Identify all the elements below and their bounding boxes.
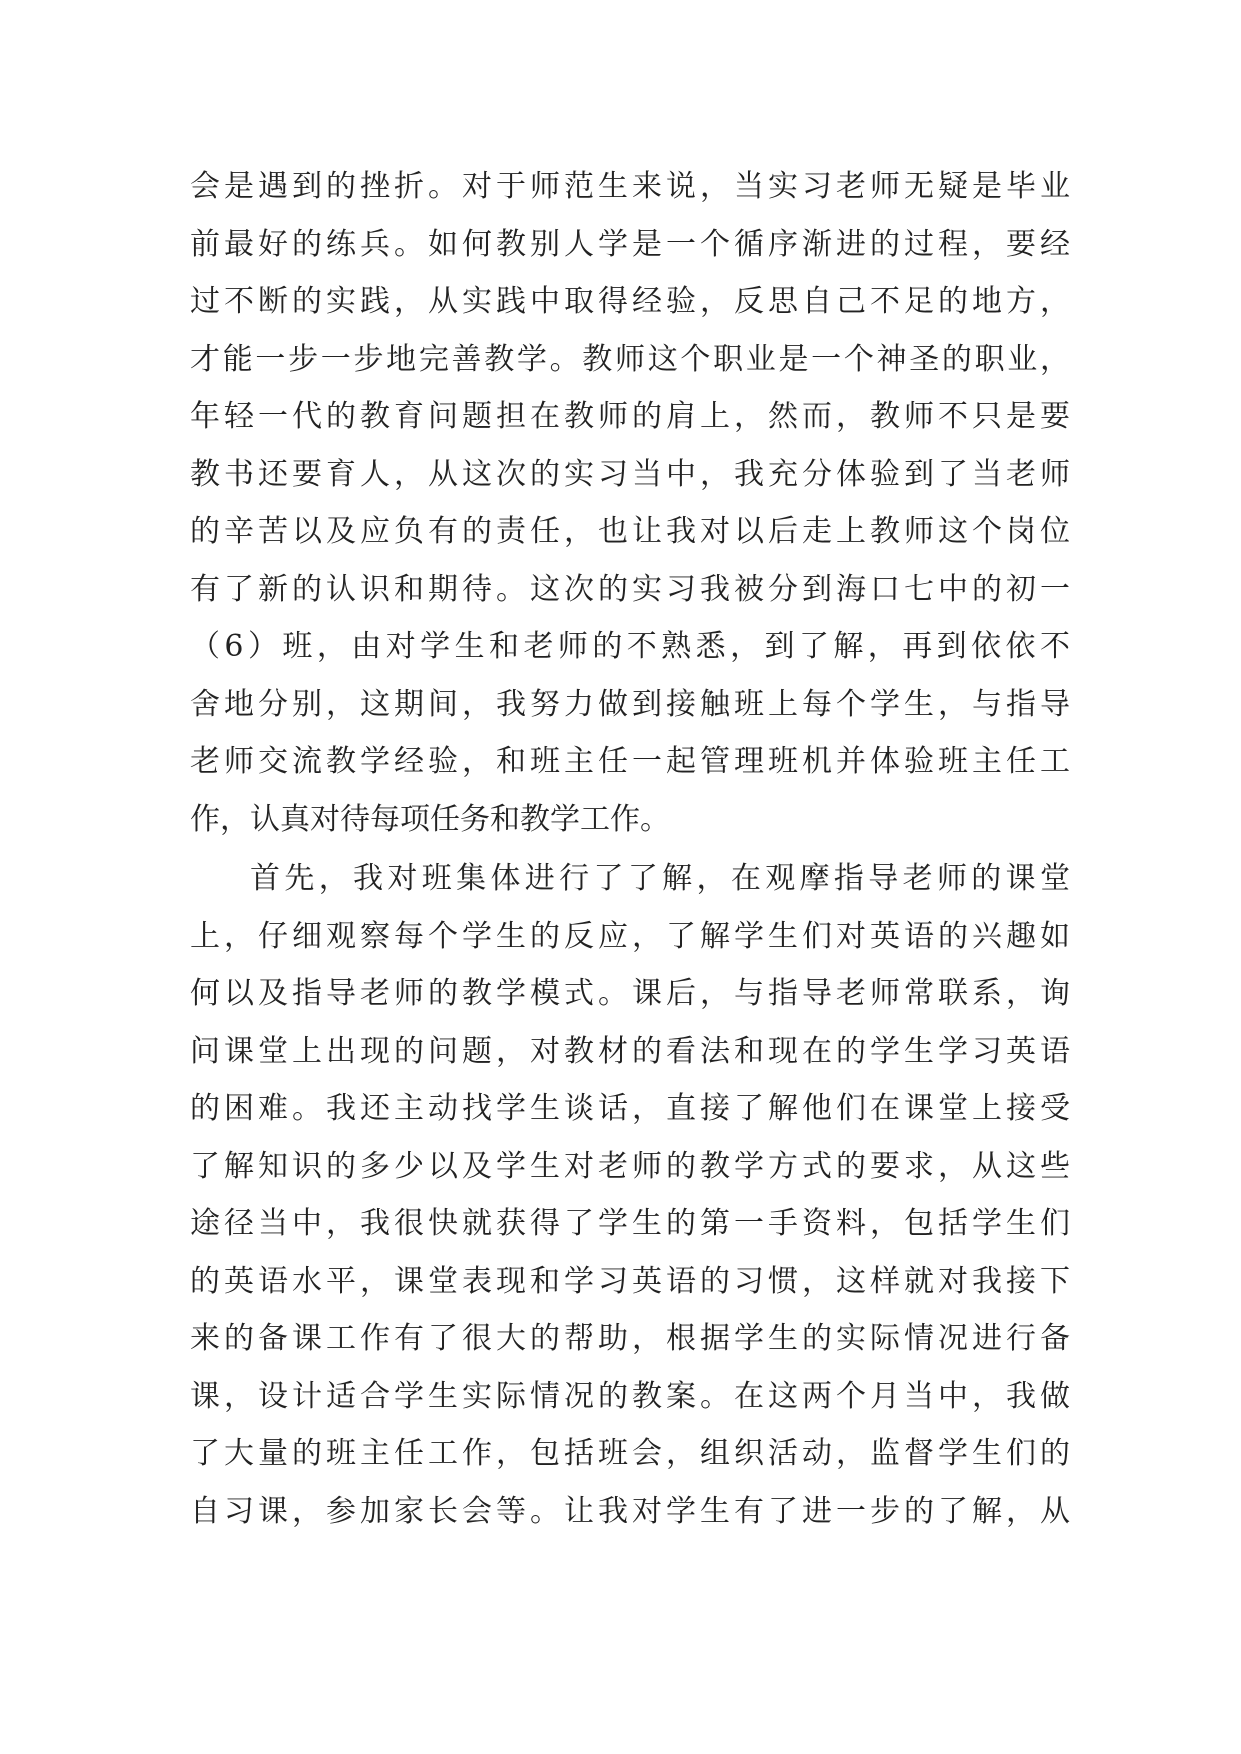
text-line: 前最好的练兵。如何教别人学是一个循序渐进的过程，要经 [190,226,1070,262]
text-line: 途径当中，我很快就获得了学生的第一手资料，包括学生们 [190,1206,1070,1241]
text-line: 课，设计适合学生实际情况的教案。在这两个月当中，我做 [190,1378,1070,1414]
text-line: 会是遇到的挫折。对于师范生来说，当实习老师无疑是毕业 [190,169,1070,204]
body-text [190,158,1070,1540]
text-line: 了大量的班主任工作，包括班会，组织活动，监督学生们的 [190,1436,1070,1471]
text-line: 才能一步一步地完善教学。教师这个职业是一个神圣的职业， [190,341,1070,377]
text-line: 作，认真对待每项任务和教学工作。 [190,801,670,837]
text-line: 年轻一代的教育问题担在教师的肩上，然而，教师不只是要 [190,399,1070,434]
text-line: 的辛苦以及应负有的责任，也让我对以后走上教师这个岗位 [190,514,1070,549]
text-line: 了解知识的多少以及学生对老师的教学方式的要求，从这些 [190,1148,1070,1184]
text-line: 有了新的认识和期待。这次的实习我被分到海口七中的初一 [190,571,1070,607]
text-line: 老师交流教学经验，和班主任一起管理班机并体验班主任工 [190,744,1070,779]
text-line: 的困难。我还主动找学生谈话，直接了解他们在课堂上接受 [190,1091,1070,1126]
text-line: （6）班，由对学生和老师的不熟悉，到了解，再到依依不 [190,629,1070,664]
text-line: 自习课，参加家长会等。让我对学生有了进一步的了解，从 [190,1493,1070,1529]
text-line: 的英语水平，课堂表现和学习英语的习惯，这样就对我接下 [190,1263,1070,1299]
text-line: 过不断的实践，从实践中取得经验，反思自己不足的地方， [190,284,1070,319]
text-line: 何以及指导老师的教学模式。课后，与指导老师常联系，询 [190,976,1070,1011]
paragraph-start-line: 首先，我对班集体进行了了解，在观摩指导老师的课堂 [250,861,1070,896]
text-line: 上，仔细观察每个学生的反应，了解学生们对英语的兴趣如 [190,918,1070,954]
text-line: 舍地分别，这期间，我努力做到接触班上每个学生，与指导 [190,686,1070,722]
text-line: 问课堂上出现的问题，对教材的看法和现在的学生学习英语 [190,1033,1070,1069]
text-line: 来的备课工作有了很大的帮助，根据学生的实际情况进行备 [190,1321,1070,1356]
text-line: 教书还要育人，从这次的实习当中，我充分体验到了当老师 [190,456,1070,492]
